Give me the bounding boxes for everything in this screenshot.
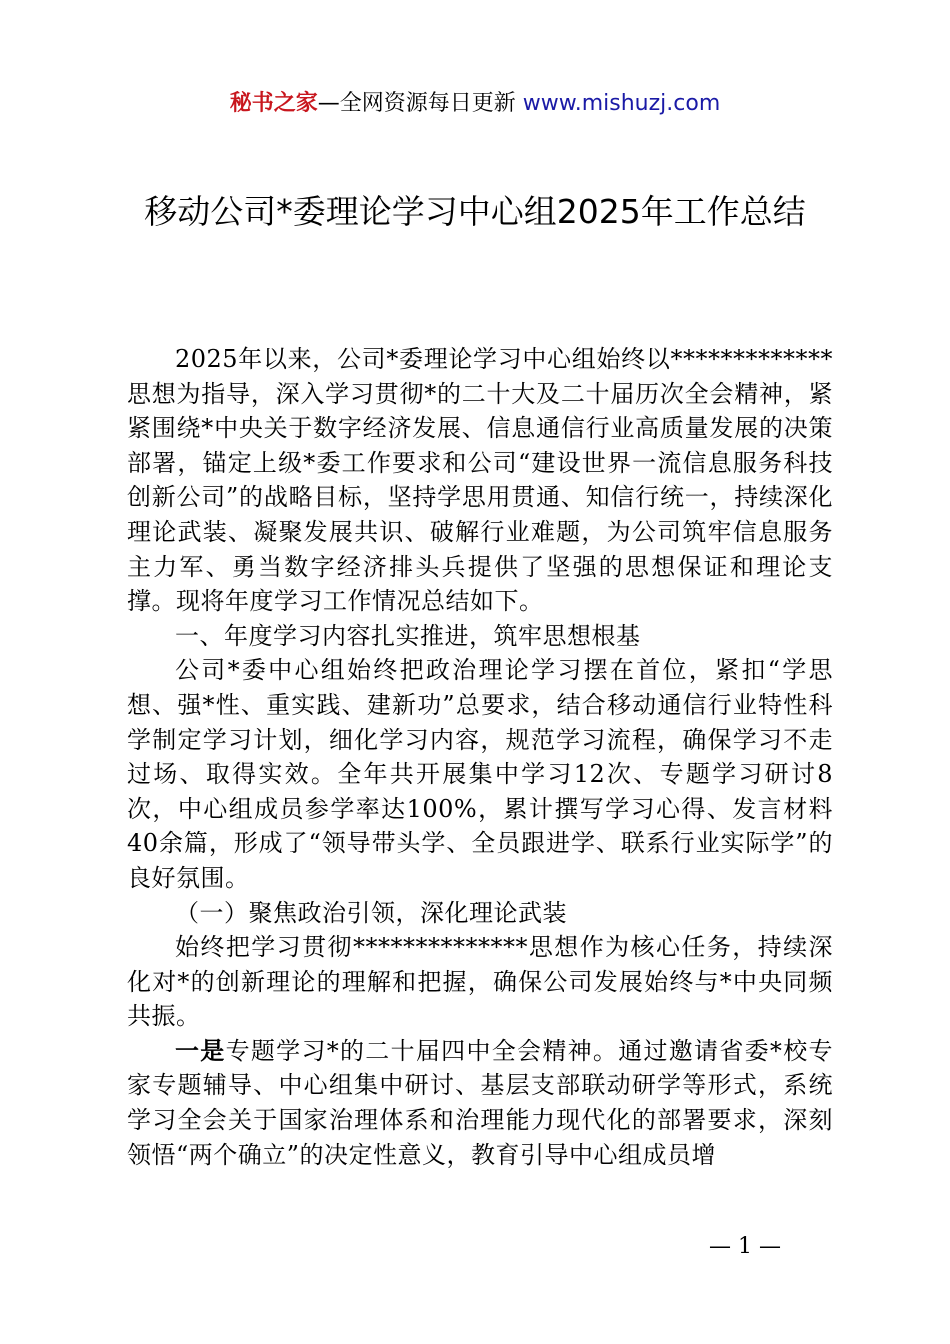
banner-url-link[interactable]: www.mishuzj.com [522,91,721,116]
banner-brand: 秘书之家 [229,91,318,116]
paragraph-3: 始终把学习贯彻**************思想作为核心任务，持续深化对*的创新理论的理解和把握，确保公司发展始终与*中央同频共振。 [127,933,833,1031]
page-number: — 1 — [709,1234,781,1259]
intro-paragraph: 2025年以来，公司*委理论学习中心组始终以*************思想为指导，深入学习贯彻*的二十大及二十届历次全会精神，紧紧围绕*中央关于数字经济发展、信息通信行业高质量发展的决策部署，锚定上级*委工作要求和公司“建设世界一流信息服务科技创新公司”的战略目标，坚持学思用贯通、知信行统一，持续深化理论武装、凝聚发展共识、破解行业难题，为公司筑牢信息服务主力军、勇当数字经济排头兵提供了坚强的思想保证和理论支撑。现将年度学习工作情况总结如下。 [127,345,833,616]
section-heading-1: 一、年度学习内容扎实推进，筑牢思想根基 [175,621,641,650]
banner-slogan: —全网资源每日更新 [317,91,516,116]
paragraph-4-lead: 一是 [175,1035,226,1065]
document-body [127,342,833,1172]
site-banner [0,88,950,120]
paragraph-4 [127,1034,833,1172]
document-title: 移动公司*委理论学习中心组2025年工作总结 [144,192,806,231]
paragraph-4-text: 专题学习*的二十届四中全会精神。通过邀请省委*校专家专题辅导、中心组集中研讨、基层支部联动研学等形式，系统学习全会关于国家治理体系和治理能力现代化的部署要求，深刻领悟“两个确立”的决定性意义，教育引导中心组成员增 [127,1036,833,1169]
subsection-heading-1: （一）聚焦政治引领，深化理论武装 [175,898,567,927]
paragraph-2: 公司*委中心组始终把政治理论学习摆在首位，紧扣“学思想、强*性、重实践、建新功”总要求，结合移动通信行业特性科学制定学习计划，细化学习内容，规范学习流程，确保学习不走过场、取得实效。全年共开展集中学习12次、专题学习研讨8次，中心组成员参学率达100%，累计撰写学习心得、发言材料40余篇，形成了“领导带头学、全员跟进学、联系行业实际学”的良好氛围。 [127,656,833,892]
